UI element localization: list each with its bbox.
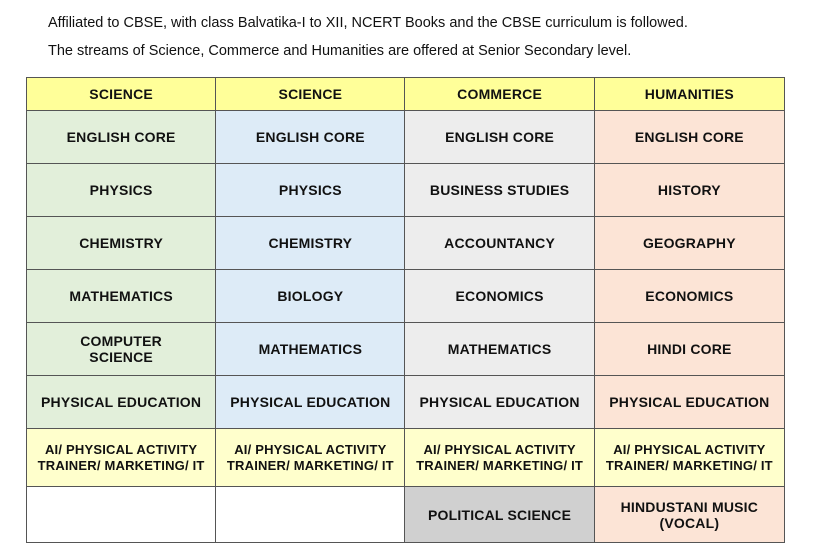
table-cell: GEOGRAPHY: [594, 217, 784, 270]
table-cell: PHYSICAL EDUCATION: [216, 376, 405, 429]
header-commerce: COMMERCE: [405, 78, 594, 111]
table-cell: COMPUTER SCIENCE: [27, 323, 216, 376]
table-cell: PHYSICS: [27, 164, 216, 217]
table-row-last: [27, 487, 785, 543]
intro-line-streams: The streams of Science, Commerce and Humanities are offered at Senior Secondary level.: [48, 43, 632, 59]
intro-line-affiliation: Affiliated to CBSE, with class Balvatika-I to XII, NCERT Books and the CBSE curriculum is followed.: [48, 15, 688, 31]
table-cell: BIOLOGY: [216, 270, 405, 323]
table-cell-empty: [216, 487, 405, 543]
table-cell: CHEMISTRY: [27, 217, 216, 270]
table-cell: PHYSICAL EDUCATION: [405, 376, 594, 429]
table-cell: AI/ PHYSICAL ACTIVITY TRAINER/ MARKETING/ IT: [27, 429, 216, 487]
table-cell: ENGLISH CORE: [216, 111, 405, 164]
header-humanities: HUMANITIES: [594, 78, 784, 111]
table-cell: MATHEMATICS: [405, 323, 594, 376]
table-cell: PHYSICAL EDUCATION: [27, 376, 216, 429]
table-cell: PHYSICS: [216, 164, 405, 217]
table-row: [27, 323, 785, 376]
table-cell: POLITICAL SCIENCE: [405, 487, 594, 543]
table-cell: AI/ PHYSICAL ACTIVITY TRAINER/ MARKETING/ IT: [594, 429, 784, 487]
table-cell: AI/ PHYSICAL ACTIVITY TRAINER/ MARKETING/ IT: [405, 429, 594, 487]
streams-table: [26, 77, 785, 543]
table-cell: ENGLISH CORE: [405, 111, 594, 164]
table-row: [27, 217, 785, 270]
table-cell: AI/ PHYSICAL ACTIVITY TRAINER/ MARKETING/ IT: [216, 429, 405, 487]
table-cell: BUSINESS STUDIES: [405, 164, 594, 217]
table-cell: MATHEMATICS: [27, 270, 216, 323]
table-cell: HINDUSTANI MUSIC (VOCAL): [594, 487, 784, 543]
table-cell: MATHEMATICS: [216, 323, 405, 376]
table-cell: ENGLISH CORE: [27, 111, 216, 164]
table-row-activity: [27, 429, 785, 487]
table-cell: HINDI CORE: [594, 323, 784, 376]
table-row: [27, 164, 785, 217]
header-science-1: SCIENCE: [27, 78, 216, 111]
intro-text: [48, 9, 808, 65]
table-cell: HISTORY: [594, 164, 784, 217]
table-cell: CHEMISTRY: [216, 217, 405, 270]
table-row: [27, 270, 785, 323]
table-cell: ENGLISH CORE: [594, 111, 784, 164]
header-science-2: SCIENCE: [216, 78, 405, 111]
table-row: [27, 111, 785, 164]
table-cell: ECONOMICS: [594, 270, 784, 323]
table-header-row: [27, 78, 785, 111]
table-row: [27, 376, 785, 429]
table-cell-empty: [27, 487, 216, 543]
table-cell: PHYSICAL EDUCATION: [594, 376, 784, 429]
table-cell: ECONOMICS: [405, 270, 594, 323]
table-cell: ACCOUNTANCY: [405, 217, 594, 270]
